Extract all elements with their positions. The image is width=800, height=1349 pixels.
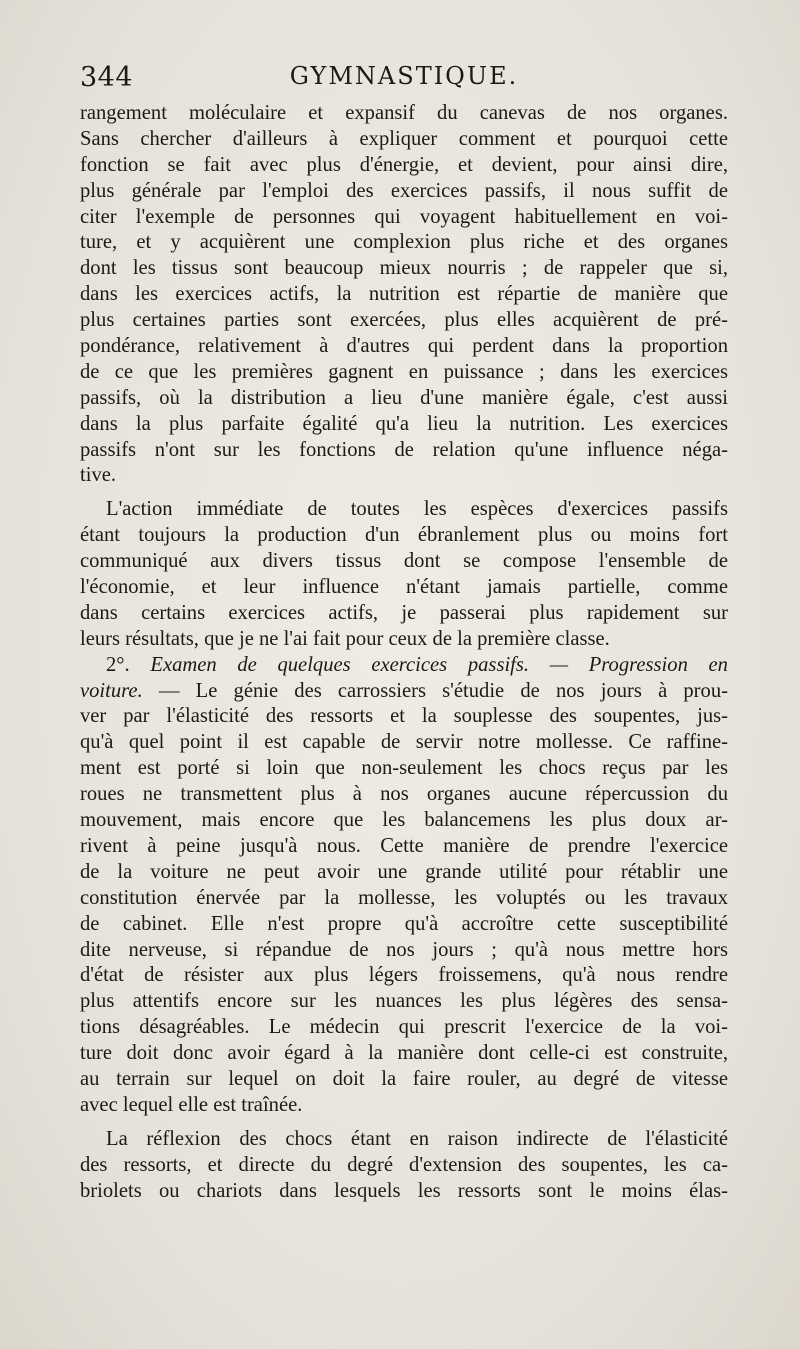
- text-line: dans la plus parfaite égalité qu'a lieu la nutrition. Les exercices: [80, 412, 728, 435]
- page-number: 344: [80, 62, 134, 93]
- subsection-title: voiture.: [80, 679, 143, 702]
- section-heading-line: [80, 653, 728, 679]
- text-line: Sans chercher d'ailleurs à expliquer comment et pourquoi cette: [80, 127, 728, 150]
- text-line: dite nerveuse, si répandue de nos jours ; qu'à nous mettre hors: [80, 938, 728, 961]
- text-line: mouvement, mais encore que les balancemens les plus doux ar-: [80, 809, 728, 832]
- text-line: communiqué aux divers tissus dont se compose l'ensemble de: [80, 550, 728, 573]
- text-line: tions désagréables. Le médecin qui prescrit l'exercice de la voi-: [80, 1016, 728, 1039]
- text-line: de ce que les premières gagnent en puissance ; dans les exercices: [80, 360, 728, 383]
- text-line: qu'à quel point il est capable de servir notre mollesse. Ce raffine-: [80, 731, 728, 754]
- text-line: rangement moléculaire et expansif du canevas de nos organes.: [80, 102, 728, 124]
- text-line: citer l'exemple de personnes qui voyagent habituellement en voi-: [80, 205, 728, 228]
- text-line: étant toujours la production d'un ébranlement plus ou moins fort: [80, 524, 728, 547]
- running-title: GYMNASTIQUE.: [289, 62, 519, 90]
- paragraph-1: [80, 101, 728, 489]
- text-line: plus générale par l'emploi des exercices passifs, il nous suffit de: [80, 179, 728, 202]
- text-line: l'économie, et leur influence n'étant jamais partielle, comme: [80, 576, 728, 599]
- text-line: dans les exercices actifs, la nutrition est répartie de manière que: [80, 283, 728, 306]
- paragraph-2: [80, 497, 728, 652]
- text-line: de cabinet. Elle n'est propre qu'à accroître cette susceptibilité: [80, 912, 728, 935]
- text-line: dont les tissus sont beaucoup mieux nourris ; de rappeler que si,: [80, 257, 728, 280]
- text-line: au terrain sur lequel on doit la faire rouler, au degré de vitesse: [80, 1067, 728, 1090]
- text-line: de la voiture ne peut avoir une grande utilité pour rétablir une: [80, 860, 728, 883]
- text-line: fonction se fait avec plus d'énergie, et devient, pour ainsi dire,: [80, 153, 728, 176]
- text-line: tive.: [80, 464, 117, 487]
- text-line: ment est porté si loin que non-seulement les chocs reçus par les: [80, 757, 728, 780]
- paragraph-3: [80, 653, 728, 1119]
- text-line: passifs n'ont sur les fonctions de relation qu'une influence néga-: [80, 438, 728, 461]
- text-line: avec lequel elle est traînée.: [80, 1093, 303, 1116]
- section-title: Examen de quelques exercices passifs. — Progression en: [150, 653, 728, 676]
- text-line: ture, et y acquièrent une complexion plus riche et des organes: [80, 231, 728, 254]
- text-line: roues ne transmettent plus à nos organes aucune répercussion du: [80, 783, 728, 806]
- text-line: des ressorts, et directe du degré d'extension des soupentes, les ca-: [80, 1153, 728, 1176]
- text-line: briolets ou chariots dans lesquels les ressorts sont le moins élas-: [80, 1179, 728, 1202]
- text-line: ture doit donc avoir égard à la manière dont celle-ci est construite,: [80, 1042, 728, 1065]
- text-line: passifs, où la distribution a lieu d'une manière égale, c'est aussi: [80, 386, 728, 409]
- text-line: leurs résultats, que je ne l'ai fait pour ceux de la première classe.: [80, 627, 610, 650]
- text-line: constitution énervée par la mollesse, les voluptés ou les travaux: [80, 886, 728, 909]
- text-line: L'action immédiate de toutes les espèces d'exercices passifs: [106, 498, 728, 521]
- text-line: d'état de résister aux plus légers froissemens, qu'à nous rendre: [80, 964, 728, 987]
- text-line: dans certains exercices actifs, je passerai plus rapidement sur: [80, 601, 728, 624]
- body-text: [80, 101, 728, 1204]
- text-line: La réflexion des chocs étant en raison indirecte de l'élasticité: [106, 1127, 728, 1150]
- paragraph-4: [80, 1127, 728, 1205]
- text-line: plus certaines parties sont exercées, plus elles acquièrent de pré-: [80, 309, 728, 332]
- page-header: [80, 62, 728, 98]
- text-line: [80, 679, 728, 705]
- subsection-text: — Le génie des carrossiers s'étudie de nos jours à prou-: [142, 679, 728, 702]
- text-line: plus attentifs encore sur les nuances les plus légères des sensa-: [80, 990, 728, 1013]
- text-line: rivent à peine jusqu'à nous. Cette manière de prendre l'exercice: [80, 834, 728, 857]
- section-number: 2°.: [106, 653, 130, 676]
- text-line: pondérance, relativement à d'autres qui perdent dans la proportion: [80, 335, 728, 358]
- text-line: ver par l'élasticité des ressorts et la souplesse des soupentes, jus-: [80, 705, 728, 728]
